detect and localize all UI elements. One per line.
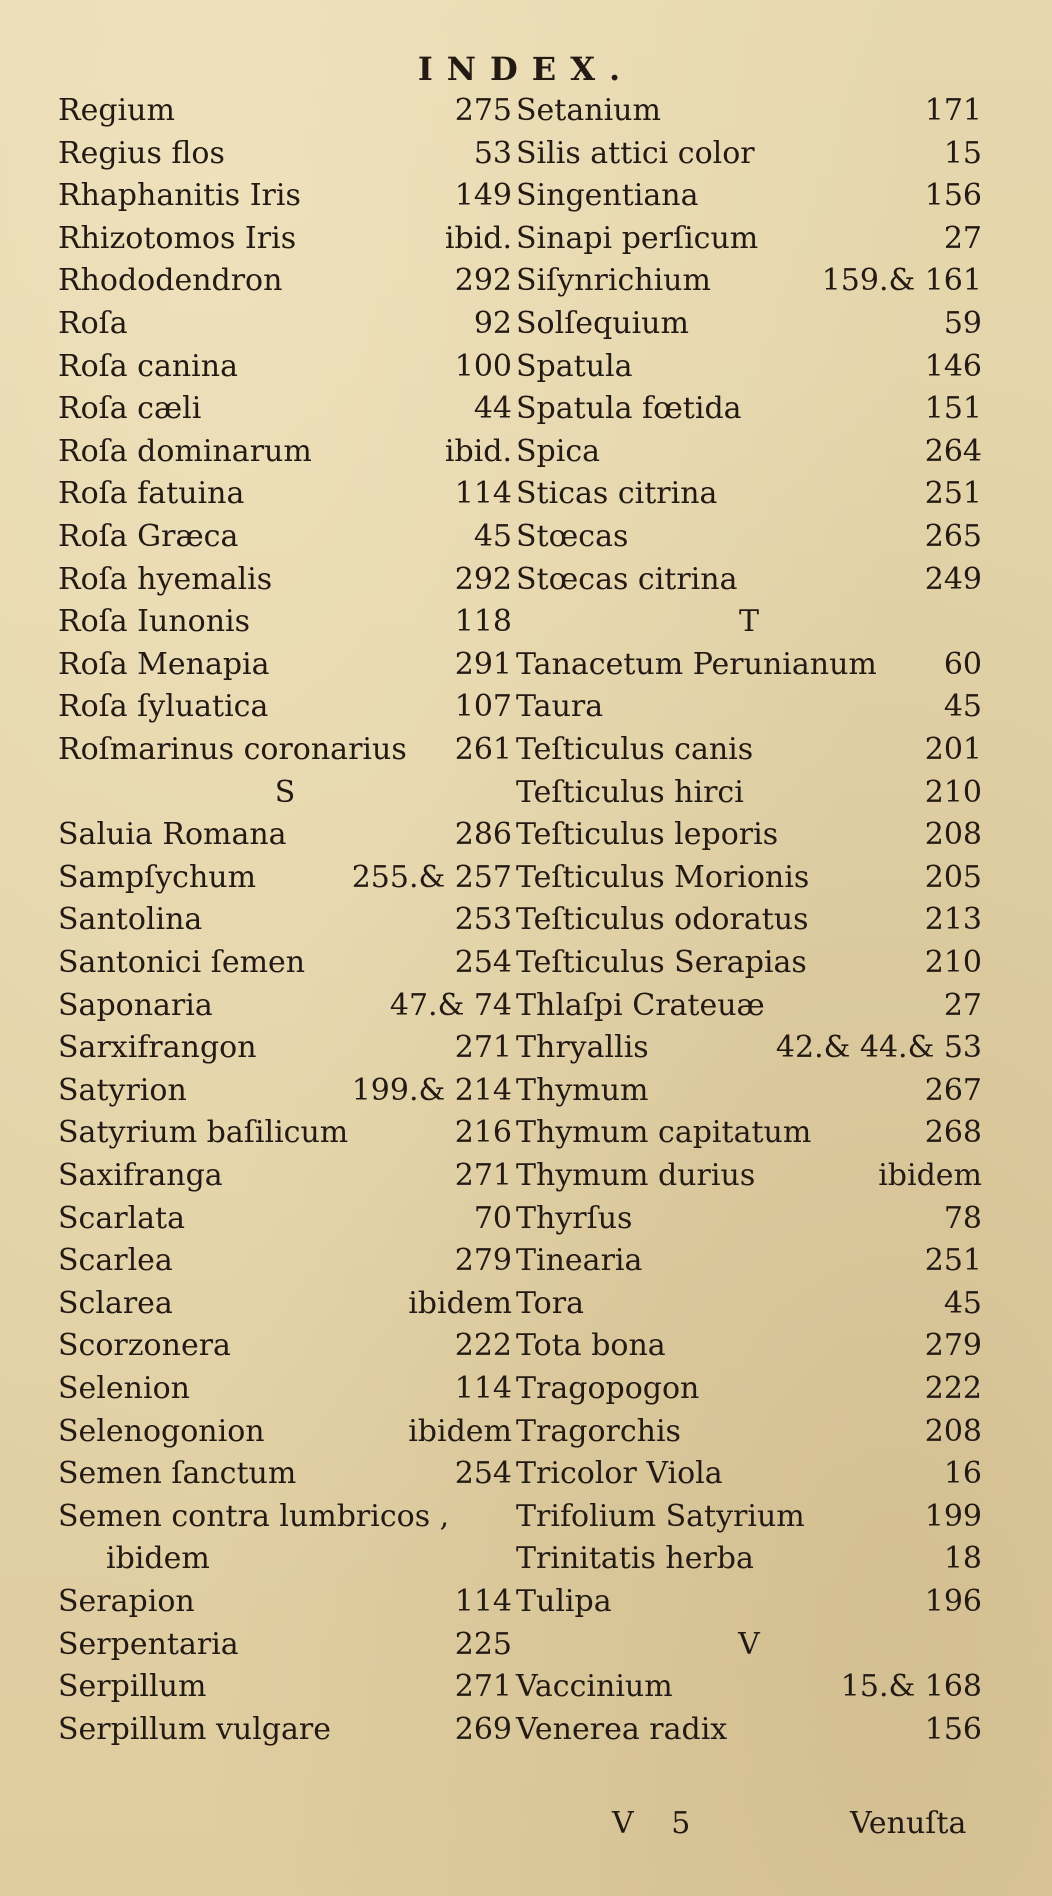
entry-page-ref: 222 (454, 1328, 512, 1364)
index-entry (516, 1027, 982, 1069)
index-entry (58, 1709, 512, 1751)
entry-page-ref: 45 (473, 519, 512, 554)
entry-name: Tinearia (516, 1243, 643, 1279)
entry-page-ref: 44 (473, 391, 512, 427)
index-entry (58, 260, 512, 302)
index-entry (516, 473, 982, 515)
entry-name: Sticas citrina (516, 476, 718, 512)
entry-name: Spica (516, 433, 601, 469)
index-entry (58, 559, 512, 601)
entry-page-ref: 156 (924, 178, 982, 214)
section-letter-text: S (274, 774, 296, 810)
entry-page-ref: 275 (454, 93, 512, 128)
entry-name: Tricolor Viola (516, 1456, 723, 1492)
entry-name: Sarxifrangon (58, 1030, 257, 1066)
entry-name: Tora (516, 1285, 584, 1321)
entry-page-ref: 249 (924, 561, 982, 597)
entry-name: Teſticulus canis (516, 732, 754, 767)
entry-page-ref: 149 (454, 178, 512, 214)
entry-page-ref: 114 (454, 1371, 512, 1406)
entry-name: Rhaphanitis Iris (58, 178, 301, 214)
index-entry (516, 729, 982, 771)
index-entry (58, 1368, 512, 1410)
entry-page-ref: 253 (454, 902, 512, 938)
entry-page-ref: 251 (924, 1243, 982, 1279)
entry-name: Roſa canina (58, 348, 238, 384)
entry-name: Spatula (516, 348, 633, 384)
entry-name: Roſa Iunonis (58, 604, 251, 640)
index-entry (58, 601, 512, 643)
entry-page-ref: 15.& 168 (840, 1669, 982, 1705)
index-entry (58, 1283, 512, 1325)
entry-page-ref: ibidem (408, 1285, 512, 1321)
entry-page-ref: 210 (924, 945, 982, 980)
index-entry (58, 90, 512, 132)
index-entry (58, 1538, 512, 1580)
index-entry (516, 90, 982, 132)
entry-page-ref: 100 (454, 348, 512, 384)
entry-page-ref: 279 (924, 1328, 982, 1364)
entry-page-ref: ibid. (444, 433, 512, 469)
entry-page-ref: 271 (454, 1030, 512, 1066)
entry-name: Sclarea (58, 1285, 173, 1321)
entry-name: Saluia Romana (58, 817, 287, 853)
entry-page-ref: 269 (454, 1711, 512, 1747)
entry-page-ref: 156 (924, 1711, 982, 1747)
index-entry (516, 1155, 982, 1197)
entry-name: Semen contra lumbricos , (58, 1498, 450, 1534)
index-entry (516, 772, 982, 814)
index-entry (516, 1581, 982, 1623)
index-entry (58, 1453, 512, 1495)
entry-name: Thymum durius (516, 1158, 756, 1193)
entry-page-ref: 208 (924, 817, 982, 853)
entry-name: Thyrſus (516, 1200, 633, 1236)
index-entry (516, 899, 982, 941)
index-entry (58, 431, 512, 473)
entry-name: Teſticulus Serapias (516, 945, 807, 980)
entry-name: Serpentaria (58, 1626, 239, 1662)
entry-name: Sampſychum (58, 859, 257, 895)
entry-page-ref: 27 (943, 987, 982, 1023)
index-entry (58, 473, 512, 515)
entry-name: Roſa cæli (58, 391, 202, 427)
entry-name: Selenogonion (58, 1413, 265, 1449)
entry-page-ref: 271 (454, 1158, 512, 1193)
entry-name: Regius flos (58, 135, 225, 171)
entry-name: Satyrium baſilicum (58, 1115, 349, 1151)
index-entry (58, 899, 512, 941)
entry-page-ref: 265 (924, 519, 982, 554)
entry-page-ref: 159.& 161 (821, 263, 982, 299)
index-entry (58, 388, 512, 430)
index-entry (58, 1411, 512, 1453)
index-entry (516, 1709, 982, 1751)
entry-name: Roſa ſyluatica (58, 689, 269, 725)
entry-page-ref: 45 (943, 689, 982, 725)
entry-page-ref: 255.& 257 (351, 859, 512, 895)
entry-name: Roſa fatuina (58, 476, 245, 512)
entry-page-ref: ibidem (878, 1158, 982, 1193)
entry-name: Tanacetum Perunianum (516, 646, 877, 682)
catchword: Venuſta (850, 1806, 967, 1841)
section-letter (516, 601, 982, 643)
entry-name: Regium (58, 93, 175, 128)
index-entry (516, 175, 982, 217)
entry-name: Satyrion (58, 1072, 187, 1108)
entry-name: Venerea radix (516, 1711, 728, 1747)
entry-page-ref: 114 (454, 476, 512, 512)
index-entry (58, 1070, 512, 1112)
section-letter (58, 772, 512, 814)
entry-page-ref: 222 (924, 1371, 982, 1406)
entry-name: Trifolium Satyrium (516, 1498, 805, 1534)
entry-name: Santolina (58, 902, 203, 938)
index-entry (516, 942, 982, 984)
entry-name: Sinapi perſicum (516, 220, 759, 256)
entry-page-ref: 279 (454, 1243, 512, 1279)
index-entry (516, 1112, 982, 1154)
entry-name: Tragopogon (516, 1371, 700, 1406)
entry-name: Thryallis (516, 1030, 649, 1066)
index-entry (58, 1624, 512, 1666)
index-entry (516, 985, 982, 1027)
page-footer (0, 1806, 1052, 1850)
index-entry (516, 388, 982, 430)
entry-name: Roſmarinus coronarius (58, 732, 407, 767)
entry-page-ref: 205 (924, 859, 982, 895)
entry-page-ref: 27 (943, 220, 982, 256)
entry-name: Tragorchis (516, 1413, 681, 1449)
entry-name: Siſynrichium (516, 263, 711, 299)
entry-name: Thymum (516, 1072, 649, 1108)
entry-name: Serpillum vulgare (58, 1711, 331, 1747)
index-entry (58, 218, 512, 260)
entry-page-ref: 114 (454, 1584, 512, 1619)
entry-name: Stœcas citrina (516, 561, 738, 597)
index-entry (516, 1453, 982, 1495)
index-entry (58, 814, 512, 856)
entry-page-ref: ibid. (444, 220, 512, 256)
signature-mark: V 5 (612, 1806, 705, 1841)
entry-page-ref: 267 (924, 1072, 982, 1108)
index-entry (58, 1027, 512, 1069)
index-entry (516, 303, 982, 345)
index-entry (516, 218, 982, 260)
entry-page-ref: 216 (454, 1115, 512, 1151)
entry-name: Serpillum (58, 1669, 207, 1705)
entry-page-ref: 92 (473, 306, 512, 341)
index-entry (58, 1198, 512, 1240)
index-entry (516, 516, 982, 558)
index-entry (516, 1283, 982, 1325)
index-entry (516, 1198, 982, 1240)
entry-name: Solſequium (516, 306, 689, 341)
entry-name: Stœcas (516, 519, 629, 554)
entry-page-ref: 45 (943, 1285, 982, 1321)
index-entry (516, 857, 982, 899)
index-entry (516, 1538, 982, 1580)
index-entry (58, 175, 512, 217)
entry-name: Roſa hyemalis (58, 561, 273, 597)
entry-page-ref: 70 (473, 1200, 512, 1236)
entry-page-ref: 151 (924, 391, 982, 427)
entry-name: Roſa dominarum (58, 433, 312, 469)
entry-name: Singentiana (516, 178, 699, 214)
index-entry (58, 346, 512, 388)
entry-name: Silis attici color (516, 135, 755, 171)
entry-name: Saxifranga (58, 1158, 223, 1193)
entry-name: Teſticulus leporis (516, 817, 779, 853)
index-entry (58, 644, 512, 686)
index-entry (58, 1240, 512, 1282)
index-entry (58, 1112, 512, 1154)
section-letter (516, 1624, 982, 1666)
entry-name: Trinitatis herba (516, 1541, 754, 1577)
entry-name: ibidem (106, 1541, 210, 1577)
entry-page-ref: 78 (943, 1200, 982, 1236)
entry-name: Scorzonera (58, 1328, 231, 1364)
entry-page-ref: 271 (454, 1669, 512, 1705)
entry-name: Roſa Græca (58, 519, 239, 554)
index-entry (516, 1368, 982, 1410)
entry-page-ref: 199 (924, 1498, 982, 1534)
entry-page-ref: 171 (924, 93, 982, 128)
entry-page-ref: 47.& 74 (389, 987, 512, 1023)
index-entry (516, 686, 982, 728)
entry-page-ref: 199.& 214 (351, 1072, 512, 1108)
entry-name: Rhizotomos Iris (58, 220, 297, 256)
index-entry (58, 857, 512, 899)
entry-name: Semen ſanctum (58, 1456, 297, 1492)
index-entry (58, 942, 512, 984)
entry-page-ref: 42.& 44.& 53 (775, 1030, 982, 1066)
entry-name: Saponaria (58, 987, 213, 1023)
index-entry (516, 814, 982, 856)
entry-page-ref: 225 (454, 1626, 512, 1662)
entry-page-ref: 254 (454, 1456, 512, 1492)
entry-page-ref: 15 (943, 135, 982, 171)
entry-name: Scarlata (58, 1200, 186, 1236)
entry-page-ref: 53 (473, 135, 512, 171)
entry-page-ref: 261 (454, 732, 512, 767)
index-entry (58, 516, 512, 558)
entry-name: Serapion (58, 1584, 195, 1619)
entry-name: Scarlea (58, 1243, 173, 1279)
entry-name: Taura (516, 689, 604, 725)
index-entry (516, 1240, 982, 1282)
entry-page-ref: 59 (943, 306, 982, 341)
index-entry (516, 260, 982, 302)
entry-name: Thymum capitatum (516, 1115, 812, 1151)
entry-page-ref: 18 (943, 1541, 982, 1577)
index-entry (58, 1581, 512, 1623)
entry-name: Setanium (516, 93, 661, 128)
entry-page-ref: 208 (924, 1413, 982, 1449)
index-entry (516, 1411, 982, 1453)
index-entry (58, 133, 512, 175)
index-entry (58, 985, 512, 1027)
entry-page-ref: 16 (943, 1456, 982, 1492)
index-entry (516, 346, 982, 388)
index-entry (58, 1496, 512, 1538)
entry-page-ref: ibidem (408, 1413, 512, 1449)
index-entry (516, 1496, 982, 1538)
entry-page-ref: 292 (454, 263, 512, 299)
index-entry (58, 303, 512, 345)
entry-name: Tulipa (516, 1584, 612, 1619)
entry-page-ref: 251 (924, 476, 982, 512)
entry-page-ref: 264 (924, 433, 982, 469)
index-entry (516, 559, 982, 601)
entry-page-ref: 146 (924, 348, 982, 384)
entry-page-ref: 268 (924, 1115, 982, 1151)
section-letter-text: V (738, 1626, 760, 1662)
index-entry (58, 1155, 512, 1197)
entry-name: Thlaſpi Crateuæ (516, 987, 765, 1023)
entry-page-ref: 60 (943, 646, 982, 682)
entry-page-ref: 118 (454, 604, 512, 640)
index-entry (516, 133, 982, 175)
entry-name: Teſticulus Morionis (516, 859, 810, 895)
entry-name: Vaccinium (516, 1669, 673, 1705)
entry-page-ref: 291 (454, 646, 512, 682)
index-entry (516, 1070, 982, 1112)
entry-name: Tota bona (516, 1328, 666, 1364)
entry-page-ref: 210 (924, 774, 982, 810)
entry-name: Rhododendron (58, 263, 283, 299)
entry-page-ref: 292 (454, 561, 512, 597)
entry-page-ref: 254 (454, 945, 512, 980)
entry-name: Spatula fœtida (516, 391, 742, 427)
entry-name: Teſticulus hirci (516, 774, 744, 810)
entry-page-ref: 107 (454, 689, 512, 725)
index-entry (516, 1666, 982, 1708)
entry-page-ref: 213 (924, 902, 982, 938)
index-entry (516, 644, 982, 686)
index-entry (516, 1325, 982, 1367)
index-entry (58, 686, 512, 728)
entry-page-ref: 201 (924, 732, 982, 767)
entry-name: Roſa Menapia (58, 646, 270, 682)
index-header: INDEX. (417, 50, 635, 88)
section-letter-text: T (738, 604, 759, 640)
index-entry (58, 1666, 512, 1708)
entry-page-ref: 286 (454, 817, 512, 853)
entry-name: Roſa (58, 306, 128, 341)
index-entry (516, 431, 982, 473)
entry-name: Teſticulus odoratus (516, 902, 809, 938)
index-entry (58, 1325, 512, 1367)
entry-name: Santonici ſemen (58, 945, 306, 980)
entry-page-ref: 196 (924, 1584, 982, 1619)
index-entry (58, 729, 512, 771)
entry-name: Selenion (58, 1371, 190, 1406)
